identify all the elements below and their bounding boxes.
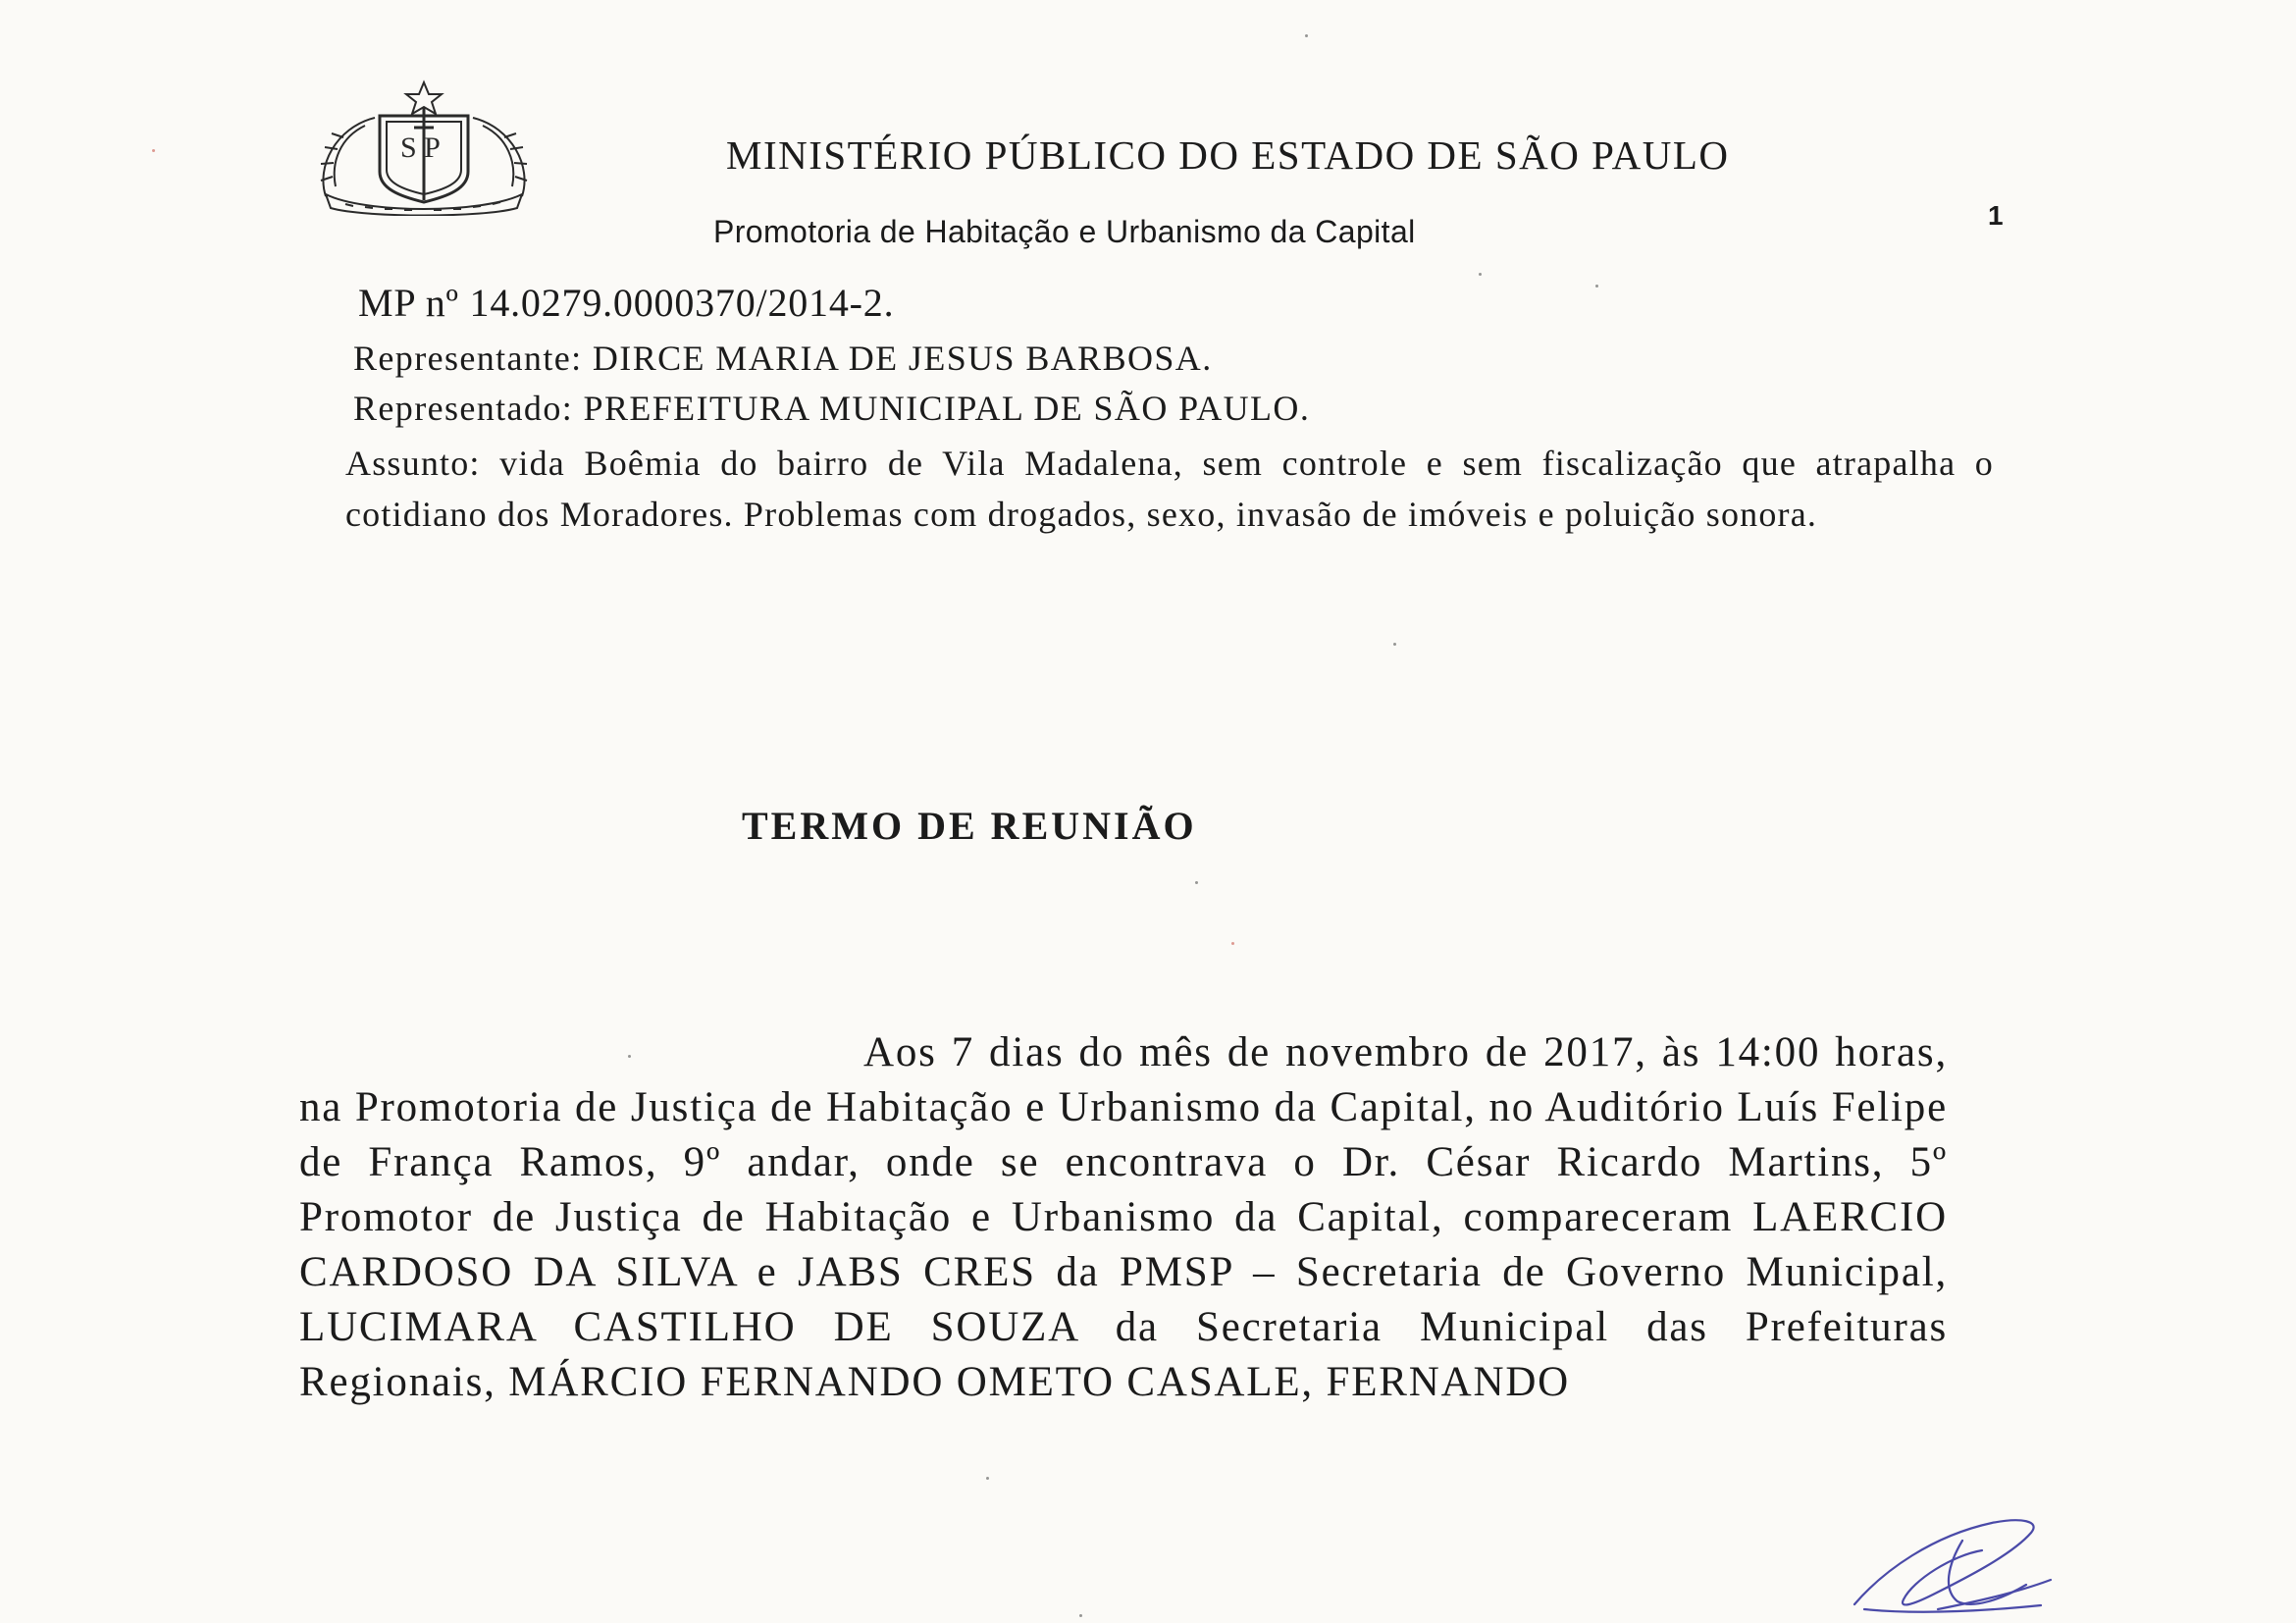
- ministry-heading: MINISTÉRIO PÚBLICO DO ESTADO DE SÃO PAULO: [726, 132, 1730, 178]
- emblem-text: S P: [400, 131, 441, 164]
- body-paragraph: Aos 7 dias do mês de novembro de 2017, às 14:00 horas, na Promotoria de Justiça de Habitação e Urbanismo da Capital, no Auditório Luís Felipe de França Ramos, 9º andar, onde se encontrava o Dr. César Ricardo Martins, 5º Promotor de Justiça de Habitação e Urbanismo da Capital, compareceram LAERCIO CARDOSO DA SILVA e JABS CRES da PMSP – Secretaria de Governo Municipal, LUCIMARA CASTILHO DE SOUZA da Secretaria Municipal das Prefeituras Regionais, MÁRCIO FERNANDO OMETO CASALE, FERNANDO: [299, 1029, 1948, 1405]
- representante-line: Representante: DIRCE MARIA DE JESUS BARBOSA.: [353, 339, 1213, 378]
- scan-speck: [1595, 285, 1598, 288]
- scan-speck: [1305, 34, 1308, 37]
- scan-speck: [1231, 942, 1234, 945]
- page-number: 1: [1988, 200, 2004, 231]
- scan-speck: [628, 1055, 631, 1058]
- scan-speck: [1079, 1614, 1082, 1617]
- scan-speck: [152, 149, 155, 152]
- coat-of-arms-emblem: [306, 79, 542, 216]
- promotoria-subheading: Promotoria de Habitação e Urbanismo da Capital: [713, 214, 1416, 249]
- handwritten-signature: [1845, 1511, 2061, 1619]
- scan-speck: [1195, 881, 1198, 884]
- document-title: TERMO DE REUNIÃO: [742, 804, 1197, 848]
- scan-speck: [986, 1477, 989, 1480]
- scan-speck: [1393, 643, 1396, 646]
- representado-line: Representado: PREFEITURA MUNICIPAL DE SÃO PAULO.: [353, 389, 1311, 428]
- scan-speck: [1479, 273, 1482, 276]
- mp-number: MP nº 14.0279.0000370/2014-2.: [358, 281, 895, 325]
- assunto-paragraph: Assunto: vida Boêmia do bairro de Vila Madalena, sem controle e sem fiscalização que atrapalha o cotidiano dos Moradores. Problemas com drogados, sexo, invasão de imóveis e poluição sonora.: [345, 444, 1994, 534]
